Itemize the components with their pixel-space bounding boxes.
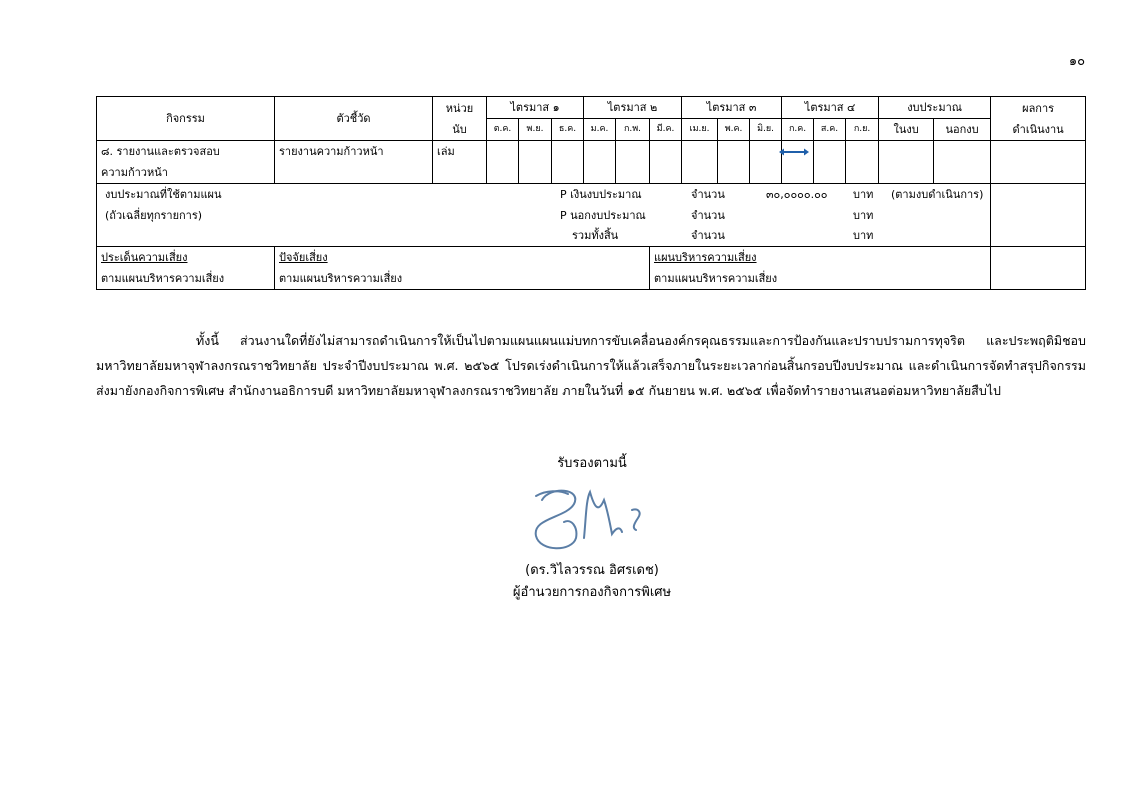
amount-label: จำนวน xyxy=(691,209,725,222)
month-cell xyxy=(584,141,616,184)
month-cell xyxy=(682,141,718,184)
header-quarter-3: ไตรมาส ๓ xyxy=(682,97,782,119)
budget-section xyxy=(97,184,991,247)
budget-note: (ตามงบดำเนินการ) xyxy=(891,188,984,201)
page-number: ๑๐ xyxy=(1068,54,1085,69)
month-header: พ.ย. xyxy=(519,119,552,141)
month-cell xyxy=(718,141,750,184)
budget-out-option: P นอกงบประมาณ xyxy=(560,209,646,222)
header-indicator: ตัวชี้วัด xyxy=(275,97,433,141)
signer-title: ผู้อำนวยการกองกิจการพิเศษ xyxy=(512,585,672,600)
risk-factor-cell: ปัจจัยเสี่ยง ตามแผนบริหารความเสี่ยง xyxy=(275,247,650,290)
header-quarter-1: ไตรมาส ๑ xyxy=(487,97,584,119)
signer-name: (ดร.วิไลวรรณ อิศรเดช) xyxy=(525,563,659,578)
instruction-text: ทั้งนี้ ส่วนงานใดที่ยังไม่สามารถดำเนินการให้เป็นไปตามแผนแผนแม่บทการขับเคลื่อนองค์กรคุณธรรมและการป้องกันและปราบปรามการทุจริต และประพฤติมิชอบมหาวิทยาลัยมหาจุฬาลงกรณราชวิทยาลัย ประจำปีงบประมาณ พ.ศ. ๒๕๖๕ โปรดเร่งดำเนินการให้แล้วเสร็จภายในระยะเวลาก่อนสิ้นกรอบปีงบประมาณ และดำเนินการจัดทำสรุปกิจกรรมส่งมายังกองกิจการพิเศษ สำนักงานอธิการบดี มหาวิทยาลัยมหาจุฬาลงกรณราชวิทยาลัย ภายในวันที่ ๑๕ กันยายน พ.ศ. ๒๕๖๕ เพื่อจัดทำรายงานเสนอต่อมหาวิทยาลัยสืบไป xyxy=(96,333,1086,398)
month-cell-july xyxy=(782,141,814,184)
month-header: ส.ค. xyxy=(814,119,846,141)
result-cell xyxy=(991,141,1086,184)
budget-total-label: รวมทั้งสิ้น xyxy=(572,229,619,242)
amount-value: ๓๐,๐๐๐๐.๐๐ xyxy=(766,188,828,201)
currency-label: บาท xyxy=(853,188,874,201)
month-header: เม.ย. xyxy=(682,119,718,141)
header-result: ผลการ ดำเนินงาน xyxy=(991,97,1086,141)
month-header: มี.ค. xyxy=(650,119,682,141)
header-budget: งบประมาณ xyxy=(879,97,991,119)
header-quarter-4: ไตรมาส ๔ xyxy=(782,97,879,119)
budget-label: งบประมาณที่ใช้ตามแผน xyxy=(105,188,222,201)
budget-out-header: นอกงบ xyxy=(934,119,991,141)
month-cell xyxy=(750,141,782,184)
currency-label: บาท xyxy=(853,209,874,222)
month-cell xyxy=(519,141,552,184)
activity-cell: ๘. รายงานและตรวจสอบ ความก้าวหน้า xyxy=(97,141,275,184)
timeline-arrow-icon xyxy=(779,147,811,157)
signature-image xyxy=(520,478,660,558)
budget-out-cell xyxy=(934,141,991,184)
month-header: ธ.ค. xyxy=(552,119,584,141)
month-header: พ.ค. xyxy=(718,119,750,141)
result-cell xyxy=(991,184,1086,247)
month-cell xyxy=(846,141,879,184)
month-header: ก.ย. xyxy=(846,119,879,141)
certify-text: รับรองตามนี้ xyxy=(557,456,627,471)
amount-label: จำนวน xyxy=(691,229,725,242)
month-header: ต.ค. xyxy=(487,119,519,141)
budget-label-note: (ถัวเฉลี่ยทุกรายการ) xyxy=(105,209,203,222)
header-quarter-2: ไตรมาส ๒ xyxy=(584,97,682,119)
month-header: ม.ค. xyxy=(584,119,616,141)
amount-label: จำนวน xyxy=(691,188,725,201)
month-cell xyxy=(616,141,650,184)
budget-in-cell xyxy=(879,141,934,184)
currency-label: บาท xyxy=(853,229,874,242)
month-header: ก.ค. xyxy=(782,119,814,141)
header-unit: หน่วย นับ xyxy=(433,97,487,141)
month-cell xyxy=(814,141,846,184)
budget-in-option: P เงินงบประมาณ xyxy=(560,188,642,201)
month-cell xyxy=(487,141,519,184)
header-activity: กิจกรรม xyxy=(97,97,275,141)
indicator-cell: รายงานความก้าวหน้า xyxy=(275,141,433,184)
plan-table xyxy=(96,96,1086,290)
month-header: มิ.ย. xyxy=(750,119,782,141)
risk-issue-cell: ประเด็นความเสี่ยง ตามแผนบริหารความเสี่ยง xyxy=(97,247,275,290)
signer-block xyxy=(0,560,1123,604)
month-header: ก.พ. xyxy=(616,119,650,141)
month-cell xyxy=(552,141,584,184)
risk-plan-cell: แผนบริหารความเสี่ยง ตามแผนบริหารความเสี่ยง xyxy=(650,247,991,290)
instruction-paragraph xyxy=(96,328,1086,403)
budget-in-header: ในงบ xyxy=(879,119,934,141)
unit-cell: เล่ม xyxy=(433,141,487,184)
result-cell xyxy=(991,247,1086,290)
month-cell xyxy=(650,141,682,184)
